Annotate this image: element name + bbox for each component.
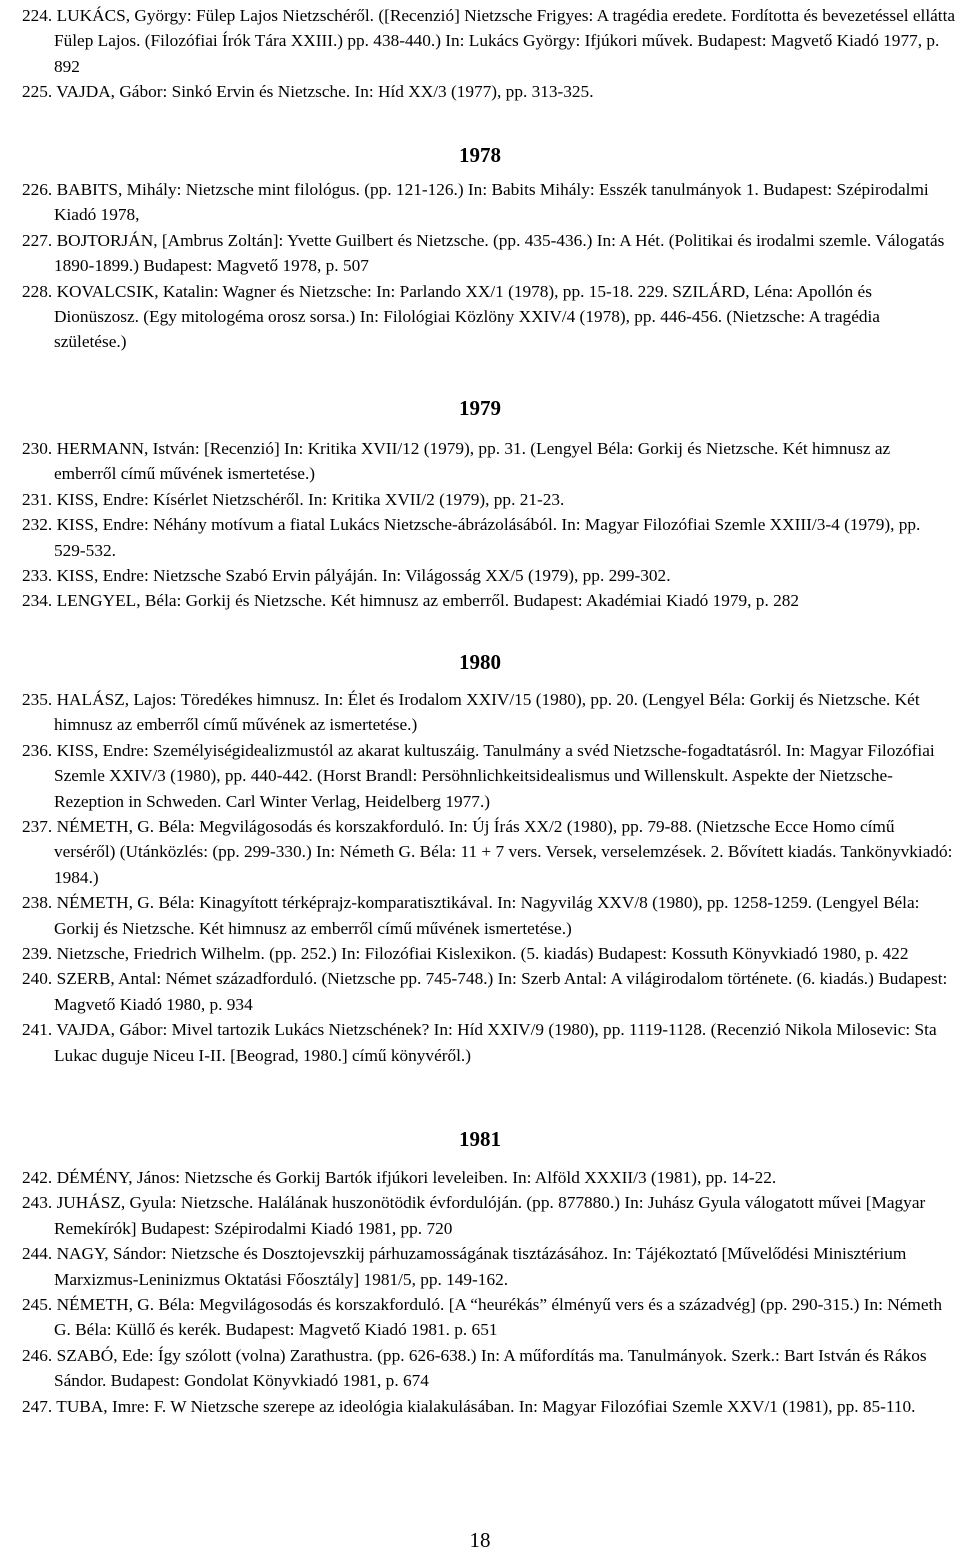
entry-text: Nietzsche, Friedrich Wilhelm. (pp. 252.) In: Filozófiai Kislexikon. (5. kiadás) Budapest: Kossuth Könyvkiadó 1980, p. 422	[56, 944, 909, 964]
entry-text: TUBA, Imre: F. W Nietzsche szerepe az ideológia kialakulásában. In: Magyar Filozófiai Szemle XXV/1 (1981), pp. 85-110.	[56, 1396, 916, 1416]
entry-text: SZABÓ, Ede: Így szólott (volna) Zarathustra. (pp. 626-638.) In: A műfordítás ma. Tanulmányok. Szerk.: Bart István és Rákos Sándor. Budapest: Gondolat Könyvkiadó 1981, p. 674	[54, 1345, 927, 1391]
entry-text: DÉMÉNY, János: Nietzsche és Gorkij Bartók ifjúkori leveleiben. In: Alföld XXXII/3 (1981), pp. 14-22.	[56, 1168, 777, 1187]
entry-number: 241.	[22, 1020, 53, 1040]
bibliography-entry	[22, 1190, 956, 1241]
entry-text: LENGYEL, Béla: Gorkij és Nietzsche. Két himnusz az emberről. Budapest: Akadémiai Kiadó 1979, p. 282	[56, 591, 800, 611]
entry-text: NÉMETH, G. Béla: Kinagyított térképrajz-komparatisztikával. In: Nagyvilág XXV/8 (1980), pp. 1258-1259. (Lengyel Béla: Gorkij és Nietzsche. Két himnusz az emberről című művének ismertetése.)	[54, 893, 920, 938]
bibliography-entry	[22, 890, 956, 941]
entry-number: 231.	[22, 489, 53, 509]
bibliography-block-1979	[22, 436, 956, 614]
entry-text: VAJDA, Gábor: Sinkó Ervin és Nietzsche. In: Híd XX/3 (1977), pp. 313-325.	[56, 82, 594, 102]
bibliography-entry	[22, 738, 956, 814]
entry-text: SZERB, Antal: Német századforduló. (Nietzsche pp. 745-748.) In: Szerb Antal: A világirodalom története. (6. kiadás.) Budapest: Magvető Kiadó 1980, p. 934	[54, 969, 948, 1014]
entry-text: KISS, Endre: Személyiségidealizmustól az akarat kultuszáig. Tanulmány a svéd Nietzsche-fogadtatásról. In: Magyar Filozófiai Szemle XXIV/3 (1980), pp. 440-442. (Horst Brandl: Persöhnlichkeitsidealismus und Willenskult. Aspekte der Nietzsche-Rezeption in Schweden. Carl Winter Verlag, Heidelberg 1977.)	[54, 740, 935, 811]
entry-number: 244.	[22, 1244, 53, 1264]
year-heading: 1980	[459, 650, 501, 674]
bibliography-entry	[22, 1165, 956, 1190]
entry-number: 224.	[22, 6, 53, 25]
bibliography-entry	[22, 279, 956, 355]
bibliography-entry	[22, 1241, 956, 1292]
entry-text: KISS, Endre: Nietzsche Szabó Ervin pályáján. In: Világosság XX/5 (1979), pp. 299-302.	[56, 566, 671, 586]
bibliography-block-1978	[22, 177, 956, 355]
entry-text: KISS, Endre: Kísérlet Nietzschéről. In: Kritika XVII/2 (1979), pp. 21-23.	[56, 489, 565, 509]
year-heading: 1981	[459, 1127, 501, 1151]
entry-text: NÉMETH, G. Béla: Megvilágosodás és korszakforduló. In: Új Írás XX/2 (1980), pp. 79-88. (Nietzsche Ecce Homo című verséről) (Utánközlés: (pp. 299-330.) In: Németh G. Béla: 11 + 7 vers. Versek, verselemzések. 2. Bővített kiadás. Tankönyvkiadó: 1984.)	[54, 817, 953, 887]
entry-number: 234.	[22, 591, 53, 611]
entry-text: JUHÁSZ, Gyula: Nietzsche. Halálának huszonötödik évfordulóján. (pp. 877880.) In: Juhász Gyula válogatott művei [Magyar Remekírók] Budapest: Szépirodalmi Kiadó 1981, pp. 720	[54, 1193, 926, 1238]
bibliography-entry	[22, 436, 956, 487]
entry-number: 238.	[22, 893, 53, 913]
bibliography-block-1981	[22, 1165, 956, 1419]
entry-number: 227.	[22, 230, 53, 250]
entry-text: BABITS, Mihály: Nietzsche mint filológus. (pp. 121-126.) In: Babits Mihály: Esszék tanulmányok 1. Budapest: Szépirodalmi Kiadó 1978,	[54, 180, 929, 225]
entry-number: 226.	[22, 180, 53, 199]
entry-text: NÉMETH, G. Béla: Megvilágosodás és korszakforduló. [A “heurékás” élményű vers és a századvég] (pp. 290-315.) In: Németh G. Béla: Küllő és kerék. Budapest: Magvető Kiadó 1981. p. 651	[54, 1295, 942, 1340]
entry-number: 237.	[22, 817, 53, 837]
entry-number: 236.	[22, 740, 53, 760]
entry-text: BOJTORJÁN, [Ambrus Zoltán]: Yvette Guilbert és Nietzsche. (pp. 435-436.) In: A Hét. (Politikai és irodalmi szemle. Válogatás 1890-1899.) Budapest: Magvető 1978, p. 507	[54, 230, 945, 276]
bibliography-entry	[22, 3, 956, 79]
entry-number: 230.	[22, 439, 53, 458]
entry-number: 232.	[22, 515, 53, 535]
bibliography-entry	[22, 563, 956, 588]
entry-number: 228.	[22, 281, 53, 301]
year-heading: 1978	[459, 143, 501, 167]
bibliography-entry	[22, 588, 956, 613]
entry-text: KOVALCSIK, Katalin: Wagner és Nietzsche: In: Parlando XX/1 (1978), pp. 15-18. 229. SZILÁRD, Léna: Apollón és Dionüszosz. (Egy mitologéma orosz sorsa.) In: Filológiai Közlöny XXIV/4 (1978), pp. 446-456. (Nietzsche: A tragédia születése.)	[54, 281, 880, 352]
entry-text: HERMANN, István: [Recenzió] In: Kritika XVII/12 (1979), pp. 31. (Lengyel Béla: Gorkij és Nietzsche. Két himnusz az emberről című művének ismertetése.)	[54, 439, 891, 484]
bibliography-entry	[22, 966, 956, 1017]
bibliography-entry	[22, 1292, 956, 1343]
bibliography-entry	[22, 1343, 956, 1394]
entry-number: 235.	[22, 690, 53, 709]
entry-number: 243.	[22, 1193, 53, 1213]
entry-text: KISS, Endre: Néhány motívum a fiatal Lukács Nietzsche-ábrázolásából. In: Magyar Filozófiai Szemle XXIII/3-4 (1979), pp. 529-532.	[54, 515, 921, 560]
bibliography-entry	[22, 228, 956, 279]
entry-number: 240.	[22, 969, 53, 989]
entry-number: 242.	[22, 1168, 53, 1187]
bibliography-entry	[22, 941, 956, 966]
bibliography-entry	[22, 512, 956, 563]
bibliography-entry	[22, 177, 956, 228]
bibliography-entry	[22, 687, 956, 738]
bibliography-block-top	[22, 3, 956, 105]
entry-text: LUKÁCS, György: Fülep Lajos Nietzschéről. ([Recenzió] Nietzsche Frigyes: A tragédia eredete. Fordította és bevezetéssel ellátta Fülep Lajos. (Filozófiai Írók Tára XXIII.) pp. 438-440.) In: Lukács György: Ifjúkori művek. Budapest: Magvető Kiadó 1977, p. 892	[54, 6, 956, 76]
entry-text: NAGY, Sándor: Nietzsche és Dosztojevszkij párhuzamosságának tisztázásához. In: Tájékoztató [Művelődési Minisztérium Marxizmus-Leninizmus Oktatási Főosztály] 1981/5, pp. 149-162.	[54, 1244, 907, 1289]
entry-number: 225.	[22, 82, 53, 102]
entry-number: 246.	[22, 1345, 53, 1365]
entry-number: 233.	[22, 566, 53, 586]
bibliography-entry	[22, 1394, 956, 1419]
bibliography-entry	[22, 1017, 956, 1068]
bibliography-block-1980	[22, 687, 956, 1068]
entry-number: 239.	[22, 944, 53, 964]
entry-number: 247.	[22, 1396, 53, 1416]
entry-number: 245.	[22, 1295, 53, 1315]
bibliography-entry	[22, 487, 956, 512]
entry-text: HALÁSZ, Lajos: Töredékes himnusz. In: Élet és Irodalom XXIV/15 (1980), pp. 20. (Lengyel Béla: Gorkij és Nietzsche. Két himnusz az emberről című művének az ismertetése.)	[54, 690, 920, 735]
entry-text: VAJDA, Gábor: Mivel tartozik Lukács Nietzschének? In: Híd XXIV/9 (1980), pp. 1119-1128. (Recenzió Nikola Milosevic: Sta Lukac duguje Niceu I-II. [Beograd, 1980.] című könyvéről.)	[54, 1020, 937, 1065]
bibliography-entry	[22, 814, 956, 890]
page-number: 18	[469, 1528, 491, 1552]
year-heading: 1979	[459, 396, 501, 420]
bibliography-entry	[22, 79, 956, 104]
